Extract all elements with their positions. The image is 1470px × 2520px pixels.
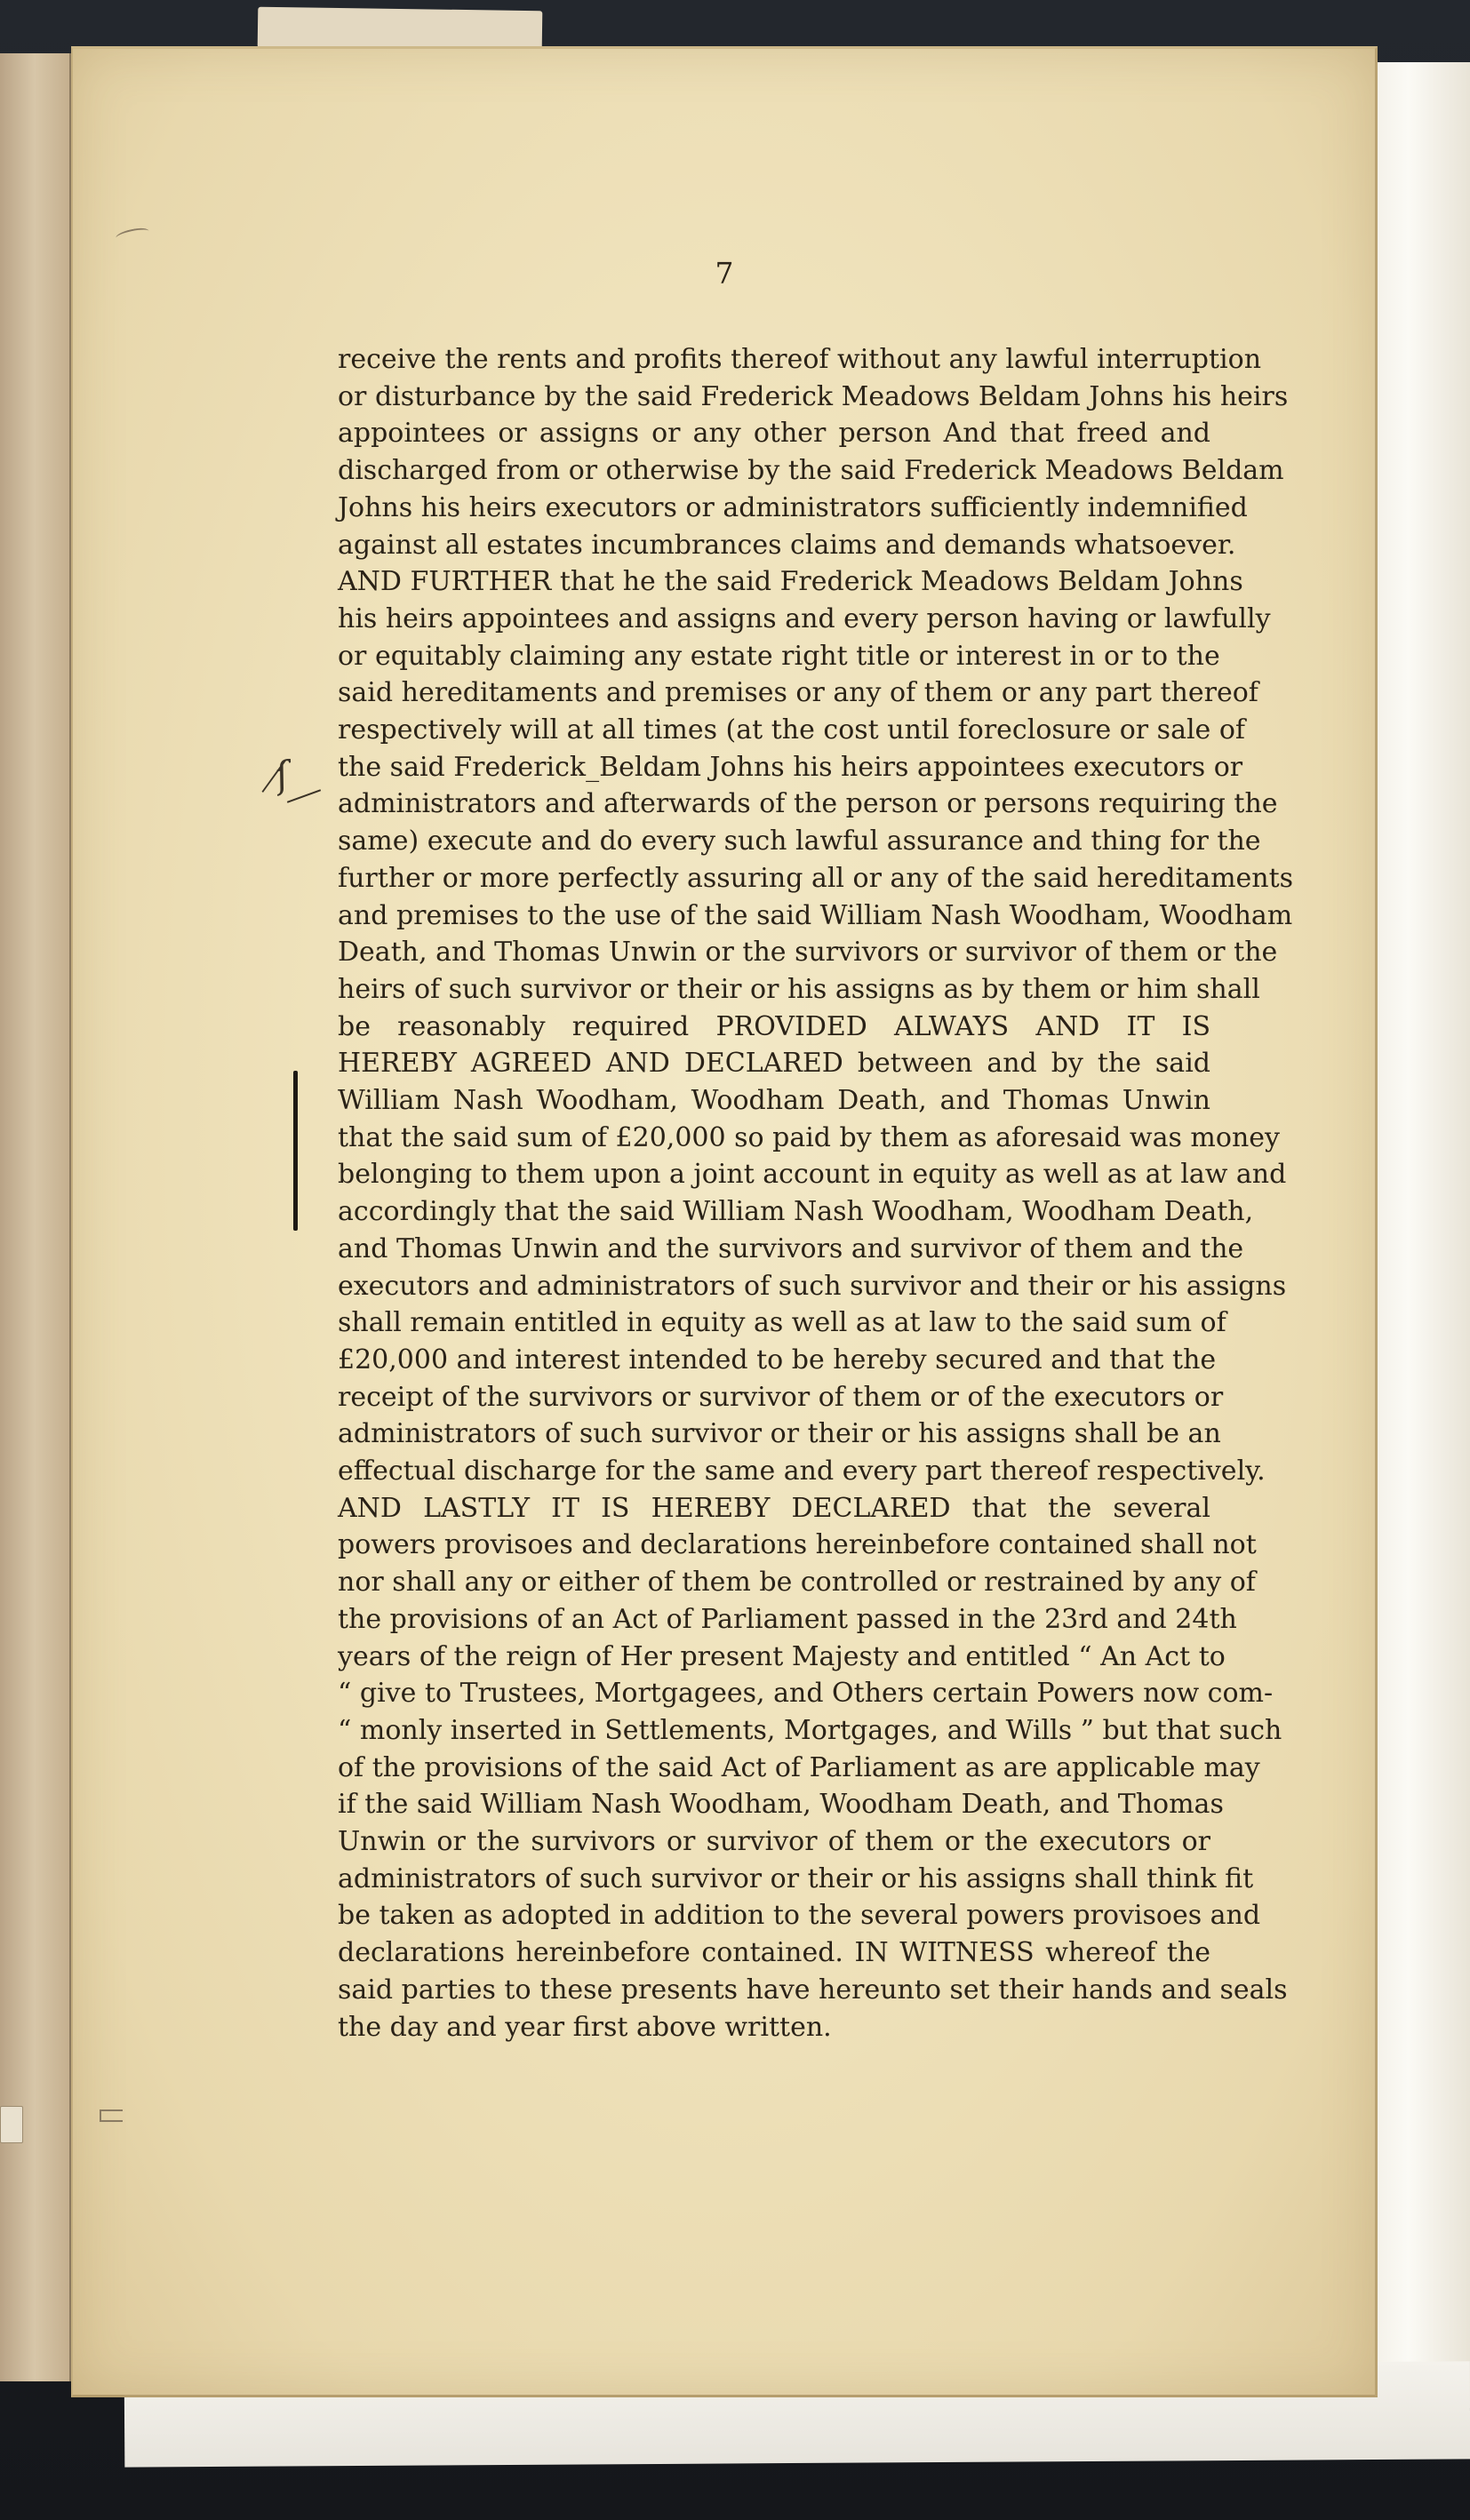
text-line: executors and administrators of such survivor and their or his assigns: [338, 1270, 1287, 1302]
text-line: heirs of such survivor or their or his assigns as by them or him shall: [338, 973, 1260, 1005]
text-line: years of the reign of Her present Majesty and entitled “ An Act to: [338, 1640, 1226, 1672]
margin-vertical-rule: [293, 1071, 298, 1231]
page-stack-edge: [1364, 62, 1470, 2408]
text-line: and premises to the use of the said William Nash Woodham, Woodham: [338, 899, 1293, 931]
text-line: £20,000 and interest intended to be hereby secured and that the: [338, 1344, 1217, 1376]
text-line: or equitably claiming any estate right title or interest in or to the: [338, 640, 1220, 672]
text-line: Johns his heirs executors or administrators sufficiently indemnified: [338, 491, 1248, 523]
text-line: that the said sum of £20,000 so paid by them as aforesaid was money: [338, 1121, 1280, 1153]
text-line: said parties to these presents have hereunto set their hands and seals: [338, 1974, 1288, 2006]
text-line: and Thomas Unwin and the survivors and survivor of them and the: [338, 1232, 1244, 1264]
text-line: receive the rents and profits thereof without any lawful interruption: [338, 344, 1262, 375]
text-line: of the provisions of the said Act of Parliament as are applicable may: [338, 1751, 1260, 1783]
margin-handwritten-mark: ſ̸: [271, 754, 293, 798]
text-line: “ monly inserted in Settlements, Mortgages, and Wills ” but that such: [338, 1714, 1282, 1746]
text-line: administrators of such survivor or their or his assigns shall think fit: [338, 1862, 1254, 1894]
text-line: discharged from or otherwise by the said Frederick Meadows Beldam: [338, 455, 1284, 487]
text-line: accordingly that the said William Nash Woodham, Woodham Death,: [338, 1196, 1254, 1228]
text-line: nor shall any or either of them be controlled or restrained by any of: [338, 1567, 1256, 1599]
text-line: powers provisoes and declarations hereinbefore contained shall not: [338, 1529, 1257, 1561]
text-line: Unwin or the survivors or survivor of them or the executors or: [338, 1826, 1210, 1857]
text-line: respectively will at all times (at the cost until foreclosure or sale of: [338, 714, 1246, 746]
text-line: shall remain entitled in equity as well as at law to the said sum of: [338, 1307, 1226, 1339]
text-line: said hereditaments and premises or any of them or any part thereof: [338, 677, 1258, 709]
text-line: or disturbance by the said Frederick Meadows Beldam Johns his heirs: [338, 380, 1289, 412]
text-line: same) execute and do every such lawful assurance and thing for the: [338, 825, 1261, 857]
text-line: the provisions of an Act of Parliament passed in the 23rd and 24th: [338, 1603, 1237, 1635]
page-number: 7: [715, 256, 734, 291]
top-paper-tab: [258, 7, 543, 52]
text-line: if the said William Nash Woodham, Woodham Death, and Thomas: [338, 1789, 1224, 1821]
text-line: the said Frederick_Beldam Johns his heirs appointees executors or: [338, 751, 1243, 783]
text-line: administrators of such survivor or their or his assigns shall be an: [338, 1418, 1221, 1450]
text-line: AND LASTLY IT IS HEREBY DECLARED that the several: [338, 1492, 1210, 1524]
text-line: be reasonably required PROVIDED ALWAYS AND IT IS: [338, 1010, 1210, 1042]
text-line: against all estates incumbrances claims and demands whatsoever.: [338, 529, 1236, 561]
text-line: AND FURTHER that he the said Frederick Meadows Beldam Johns: [338, 566, 1243, 598]
text-line: belonging to them upon a joint account in equity as well as at law and: [338, 1159, 1287, 1191]
text-line: declarations hereinbefore contained. IN WITNESS whereof the: [338, 1937, 1210, 1969]
text-line: appointees or assigns or any other person And that freed and: [338, 418, 1210, 450]
text-line: be taken as adopted in addition to the several powers provisoes and: [338, 1900, 1261, 1932]
text-line: receipt of the survivors or survivor of them or of the executors or: [338, 1381, 1224, 1413]
text-line: the day and year first above written.: [338, 2011, 832, 2043]
text-line: his heirs appointees and assigns and every person having or lawfully: [338, 602, 1271, 634]
text-line: Death, and Thomas Unwin or the survivors or survivor of them or the: [338, 937, 1278, 969]
margin-bracket-mark: [100, 2109, 123, 2122]
text-line: effectual discharge for the same and every part thereof respectively.: [338, 1455, 1266, 1487]
text-line: “ give to Trustees, Mortgagees, and Others certain Powers now com-: [338, 1678, 1274, 1710]
text-line: administrators and afterwards of the person or persons requiring the: [338, 788, 1278, 820]
text-line: William Nash Woodham, Woodham Death, and Thomas Unwin: [338, 1085, 1210, 1116]
text-line: further or more perfectly assuring all or any of the said hereditaments: [338, 862, 1294, 894]
text-line: HEREBY AGREED AND DECLARED between and by the said: [338, 1048, 1210, 1080]
page-tab: [0, 2106, 23, 2143]
facing-page-edge: [0, 53, 71, 2381]
